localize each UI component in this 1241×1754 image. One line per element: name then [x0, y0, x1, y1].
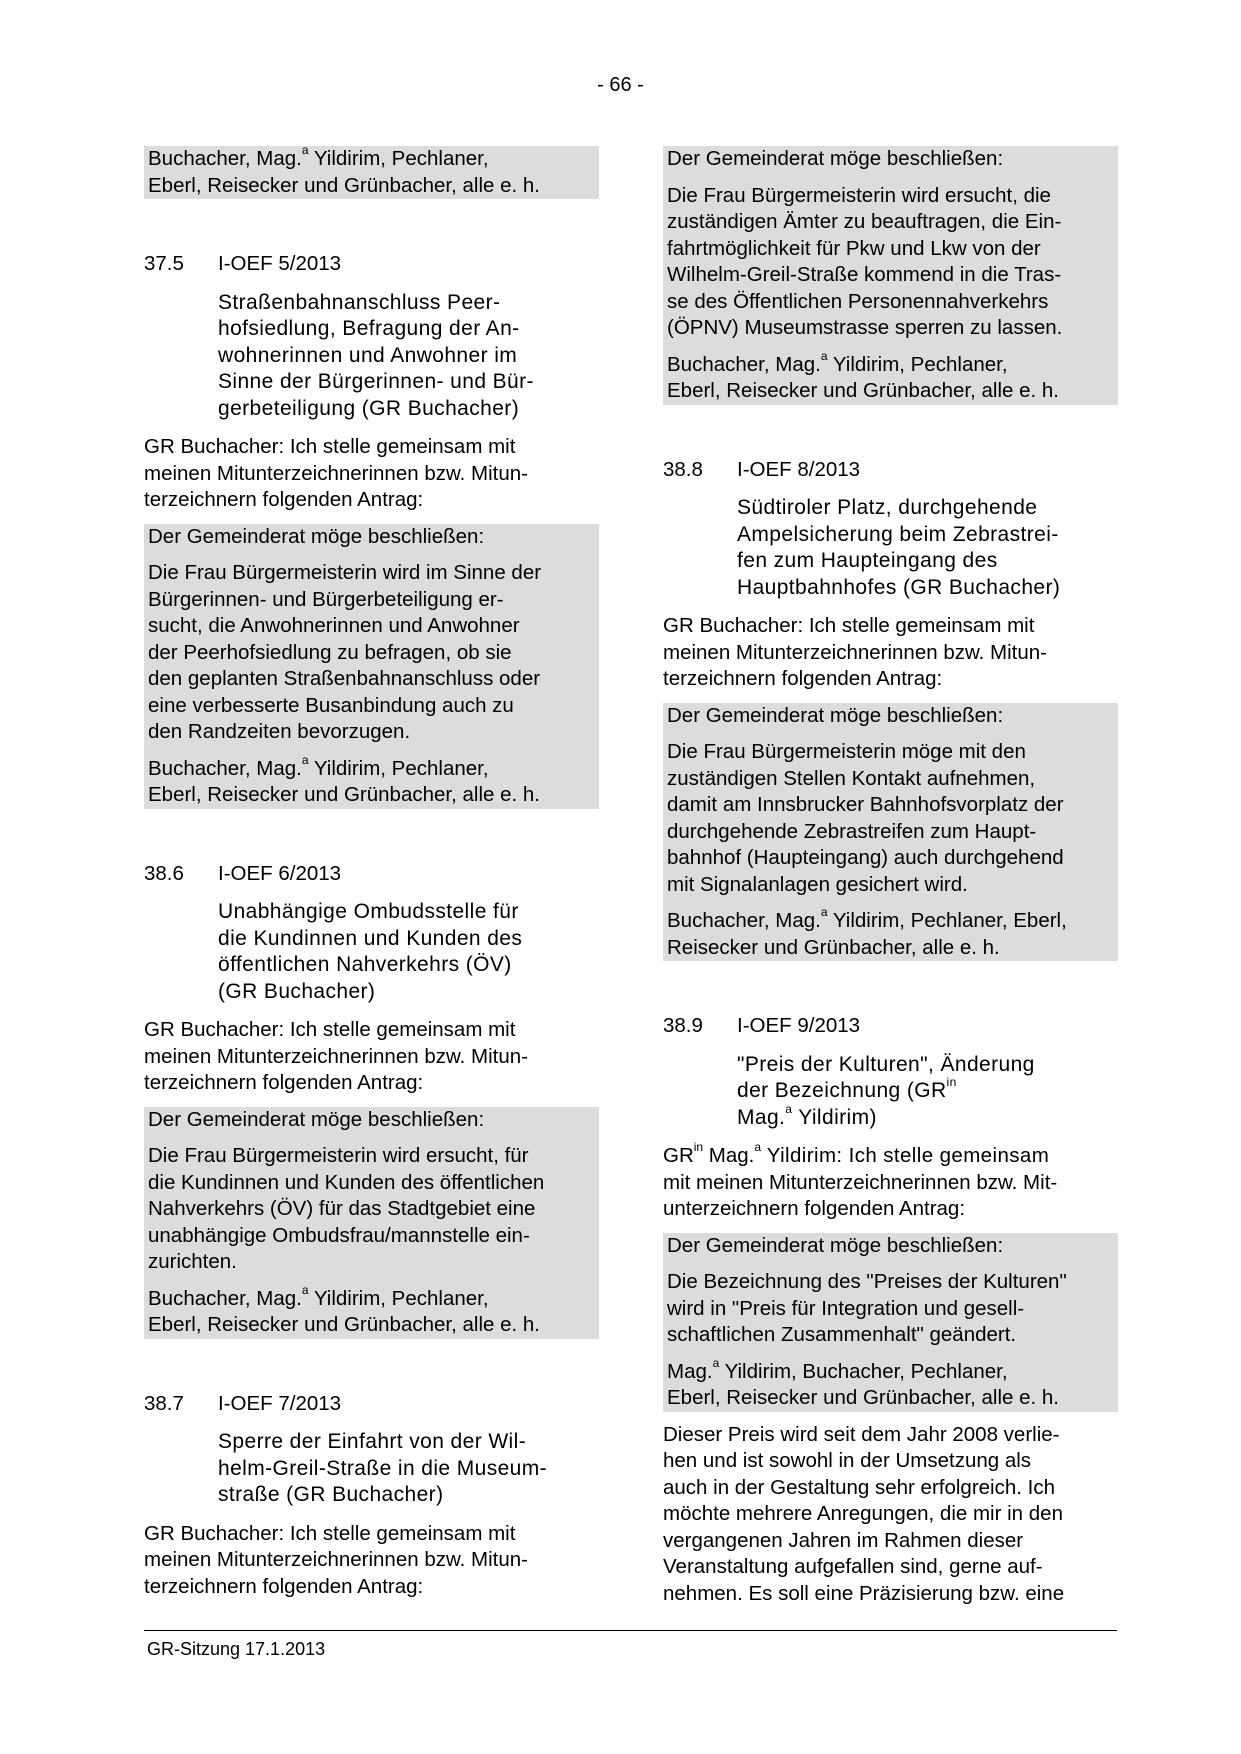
section-38-8: [663, 457, 1118, 962]
section-title-line: straße (GR Buchacher): [218, 1483, 444, 1506]
motion-line: mit Signalanlagen gesichert wird.: [667, 872, 968, 896]
signature-text: Eberl, Reisecker und Grünbacher, alle e. h.: [148, 173, 540, 197]
signature-text: Buchacher, Mag.: [148, 756, 302, 780]
intro-line: terzeichnern folgenden Antrag:: [144, 488, 424, 511]
intro-line: meinen Mitunterzeichnerinnen bzw. Mitun-: [663, 640, 1047, 664]
intro-text: GR: [663, 1144, 694, 1167]
motion-line: Wilhelm-Greil-Straße kommend in die Tras-: [667, 263, 1062, 286]
signature-text: Yildirim, Buchacher, Pechlaner,: [719, 1359, 1008, 1383]
section-title-line: Straßenbahnanschluss Peer-: [218, 290, 501, 314]
motion-line: durchgehende Zebrastreifen zum Haupt-: [667, 819, 1037, 843]
section-title-line: hofsiedlung, Befragung der An-: [218, 317, 520, 340]
superscript: in: [693, 1140, 704, 1155]
motion-line: zuständigen Ämter zu beauftragen, die Ein-: [667, 210, 1062, 233]
resolve-label: Der Gemeinderat möge beschließen:: [667, 147, 1004, 170]
signature-text: Buchacher, Mag.: [667, 909, 821, 932]
intro-line: terzeichnern folgenden Antrag:: [663, 667, 943, 690]
superscript: in: [946, 1075, 957, 1089]
resolve-label: Der Gemeinderat möge beschließen:: [148, 524, 485, 548]
intro-line: meinen Mitunterzeichnerinnen bzw. Mitun-: [144, 1548, 528, 1571]
signature-text: Buchacher, Mag.: [148, 147, 302, 170]
motion-block: [144, 1107, 599, 1339]
signature-block: [144, 143, 599, 199]
intro-line: meinen Mitunterzeichnerinnen bzw. Mitun-: [144, 461, 528, 485]
motion-line: den geplanten Straßenbahnanschluss oder: [148, 667, 541, 690]
motion-line: bahnhof (Haupteingang) auch durchgehend: [667, 846, 1064, 869]
signature-text: Mag.: [667, 1359, 713, 1383]
motion-line: fahrtmöglichkeit für Pkw und Lkw von der: [667, 236, 1041, 260]
signature-text: Yildirim, Pechlaner,: [308, 756, 489, 780]
superscript: a: [301, 143, 309, 158]
section-title-line: helm-Greil-Straße in die Museum-: [218, 1456, 548, 1480]
resolve-label: Der Gemeinderat möge beschließen:: [667, 703, 1004, 727]
intro-line: GR Buchacher: Ich stelle gemeinsam mit: [663, 614, 1035, 637]
section-code: I-OEF 8/2013: [737, 457, 861, 481]
motion-line: Die Bezeichnung des "Preises der Kulturen": [667, 1270, 1067, 1293]
section-38-6: [144, 861, 599, 1339]
motion-line: wird in "Preis für Integration und gesell-: [667, 1296, 1025, 1320]
superscript: a: [712, 1355, 720, 1370]
section-37-5: [144, 251, 599, 809]
intro-line: GR Buchacher: Ich stelle gemeinsam mit: [144, 1018, 516, 1041]
intro-line: terzeichnern folgenden Antrag:: [144, 1574, 424, 1598]
superscript: a: [820, 348, 828, 363]
motion-line: Die Frau Bürgermeisterin wird ersucht, für: [148, 1144, 529, 1167]
motion-line: den Randzeiten bevorzugen.: [148, 720, 411, 743]
section-number: 38.7: [144, 1391, 184, 1415]
motion-line: se des Öffentlichen Personennahverkehrs: [667, 289, 1049, 313]
intro-line: GR Buchacher: Ich stelle gemeinsam mit: [144, 1521, 516, 1545]
section-title-line: die Kundinnen und Kunden des: [218, 926, 523, 950]
motion-line: schaftlichen Zusammenhalt" geändert.: [667, 1323, 1017, 1346]
superscript: a: [820, 905, 828, 920]
section-code: I-OEF 6/2013: [218, 861, 342, 885]
section-code: I-OEF 5/2013: [218, 252, 342, 275]
section-code: I-OEF 9/2013: [737, 1014, 861, 1037]
section-title-line: Sinne der Bürgerinnen- und Bür-: [218, 370, 534, 393]
motion-line: unabhängige Ombudsfrau/mannstelle ein-: [148, 1223, 530, 1247]
signature-text: Eberl, Reisecker und Grünbacher, alle e. h.: [148, 783, 540, 806]
intro-text: Yildirim: Ich stelle gemeinsam: [761, 1144, 1050, 1167]
superscript: a: [754, 1140, 762, 1155]
intro-line: terzeichnern folgenden Antrag:: [144, 1071, 424, 1094]
section-title-line: Hauptbahnhofes (GR Buchacher): [737, 575, 1061, 599]
motion-line: Die Frau Bürgermeisterin wird ersucht, die: [667, 183, 1051, 207]
motion-line: (ÖPNV) Museumstrasse sperren zu lassen.: [667, 316, 1063, 339]
motion-line: Nahverkehrs (ÖV) für das Stadtgebiet eine: [148, 1197, 536, 1220]
intro-text: Mag.: [703, 1144, 755, 1167]
signature-text: Eberl, Reisecker und Grünbacher, alle e. h.: [667, 379, 1059, 402]
intro-line: mit meinen Mitunterzeichnerinnen bzw. Mit-: [663, 1170, 1058, 1194]
motion-block: [663, 146, 1118, 405]
right-column: [663, 146, 1118, 1607]
motion-line: zurichten.: [148, 1250, 237, 1273]
section-number: 38.9: [663, 1014, 703, 1037]
signature-text: Yildirim, Pechlaner,: [827, 352, 1008, 376]
signature-text: Eberl, Reisecker und Grünbacher, alle e. h.: [148, 1313, 540, 1336]
motion-line: Die Frau Bürgermeisterin möge mit den: [667, 740, 1026, 763]
section-title-line: Sperre der Einfahrt von der Wil-: [218, 1430, 527, 1453]
superscript: a: [785, 1101, 793, 1116]
section-title-line: (GR Buchacher): [218, 979, 376, 1003]
section-title-line: "Preis der Kulturen", Änderung: [737, 1052, 1035, 1076]
motion-line: damit am Innsbrucker Bahnhofsvorplatz der: [667, 793, 1064, 816]
body-line: Veranstaltung aufgefallen sind, gerne auf-: [663, 1555, 1043, 1578]
section-title-line: Ampelsicherung beim Zebrastrei-: [737, 522, 1059, 546]
motion-line: Die Frau Bürgermeisterin wird im Sinne der: [148, 561, 542, 584]
section-38-9: [663, 1013, 1118, 1607]
motion-block: [663, 703, 1118, 962]
motion-line: eine verbesserte Busanbindung auch zu: [148, 693, 514, 717]
signature-text: Yildirim, Pechlaner,: [308, 147, 489, 170]
section-title-line: fen zum Haupteingang des: [737, 549, 998, 572]
motion-line: sucht, die Anwohnerinnen und Anwohner: [148, 614, 520, 637]
superscript: a: [301, 752, 309, 767]
section-number: 38.8: [663, 457, 703, 481]
signature-text: Eberl, Reisecker und Grünbacher, alle e. h.: [667, 1386, 1059, 1409]
body-line: Dieser Preis wird seit dem Jahr 2008 verlie-: [663, 1422, 1060, 1446]
body-line: hen und ist sowohl in der Umsetzung als: [663, 1449, 1032, 1472]
motion-line: die Kundinnen und Kunden des öffentlichen: [148, 1170, 545, 1194]
section-title-text: der Bezeichnung (GR: [737, 1079, 947, 1102]
body-line: möchte mehrere Anregungen, die mir in den: [663, 1502, 1063, 1525]
motion-line: Bürgerinnen- und Bürgerbeteiligung er-: [148, 587, 504, 611]
page-number: - 66 -: [597, 74, 644, 96]
signature-text: Yildirim, Pechlaner,: [308, 1286, 489, 1310]
footer-text: GR-Sitzung 17.1.2013: [147, 1639, 326, 1659]
intro-line: unterzeichnern folgenden Antrag:: [663, 1197, 966, 1220]
intro-line: meinen Mitunterzeichnerinnen bzw. Mitun-: [144, 1044, 528, 1068]
resolve-label: Der Gemeinderat möge beschließen:: [148, 1107, 485, 1131]
signature-text: Yildirim, Pechlaner, Eberl,: [827, 909, 1067, 932]
body-line: auch in der Gestaltung sehr erfolgreich. Ich: [663, 1475, 1055, 1499]
body-line: vergangenen Jahren im Rahmen dieser: [663, 1528, 1024, 1552]
motion-line: der Peerhofsiedlung zu befragen, ob sie: [148, 640, 512, 664]
section-title-line: öffentlichen Nahverkehrs (ÖV): [218, 953, 512, 976]
section-38-7: [144, 1391, 599, 1601]
section-title-text: Mag.: [737, 1105, 786, 1129]
motion-block: [663, 1233, 1118, 1412]
section-title-line: wohnerinnen und Anwohner im: [218, 343, 518, 367]
intro-line: GR Buchacher: Ich stelle gemeinsam mit: [144, 435, 516, 458]
section-title-text: Yildirim): [792, 1105, 877, 1129]
signature-text: Buchacher, Mag.: [148, 1286, 302, 1310]
section-title-line: gerbeteiligung (GR Buchacher): [218, 396, 520, 420]
section-number: 37.5: [144, 252, 184, 275]
superscript: a: [301, 1282, 309, 1297]
section-title-line: Südtiroler Platz, durchgehende: [737, 496, 1038, 519]
resolve-label: Der Gemeinderat möge beschließen:: [667, 1233, 1004, 1257]
section-number: 38.6: [144, 861, 184, 885]
signature-text: Reisecker und Grünbacher, alle e. h.: [667, 935, 1000, 959]
motion-block: [144, 524, 599, 809]
footer-divider: [144, 1630, 1117, 1631]
body-line: nehmen. Es soll eine Präzisierung bzw. eine: [663, 1581, 1065, 1605]
motion-line: zuständigen Stellen Kontakt aufnehmen,: [667, 766, 1036, 790]
left-column: [144, 143, 599, 1600]
section-code: I-OEF 7/2013: [218, 1391, 342, 1415]
section-title-line: Unabhängige Ombudsstelle für: [218, 900, 519, 923]
signature-text: Buchacher, Mag.: [667, 352, 821, 376]
